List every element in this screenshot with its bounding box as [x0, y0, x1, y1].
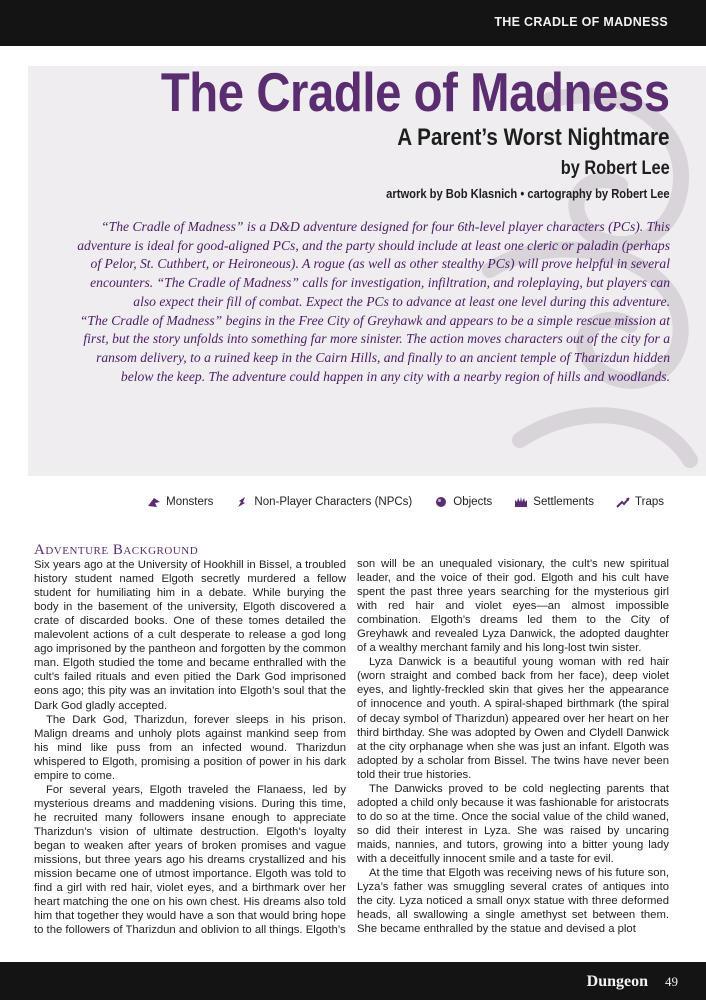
npc-icon	[235, 496, 249, 508]
body-paragraph: Six years ago at the University of Hookhill in Bissel, a troubled history student named Elgoth secretly murdered a fellow student for humiliating him in a debate. While burying the body in the basement of the university, Elgoth discovered a crate of discarded books. One of these tomes detailed the malevolent actions of a cult desperate to release a god long ago imprisoned by the pantheon and forgotten by the common man. Elgoth studied the tome and became enthralled with the cult’s failed rituals and even pitied the Dark God imprisoned eons ago; this pity was an invitation into Elgoth’s soul that the Dark God gladly accepted.	[34, 559, 346, 712]
legend-label: Traps	[635, 496, 664, 508]
body-paragraph: For several years, Elgoth traveled the Flanaess, led by mysterious dreams and maddening visions. During this time, he recruited many followers insane enough to appreciate Tharizdun’s vision of ultimate destruction. Elgoth’s loyalty began to weaken after years of broken promises and vague missions, but three years ago his dreams crystallized and his mission became one of utmost importance. Elgoth was told to find a girl with red hair, violet eyes, and a birthmark over her heart matching the one on his own chest. His dreams also told him that together they would have a son that would bring hope to the followers of Tharizdun and oblivion to all things. Elgoth’s	[34, 783, 346, 937]
settlement-icon	[514, 496, 528, 508]
author-byline: by Robert Lee	[561, 158, 670, 179]
trap-icon	[616, 496, 630, 508]
legend-label: Monsters	[166, 496, 214, 508]
intro-text	[70, 218, 670, 386]
object-icon	[434, 496, 448, 508]
magazine-logo: Dungeon	[586, 973, 648, 990]
legend-item-settlements	[514, 496, 594, 508]
legend-item-traps	[616, 496, 664, 508]
article-title: The Cradle of Madness	[161, 61, 670, 123]
body-column-right	[357, 557, 669, 936]
article-subtitle: A Parent’s Worst Nightmare	[397, 124, 670, 151]
legend-label: Objects	[453, 496, 493, 508]
legend-label: Non-Player Characters (NPCs)	[254, 496, 413, 508]
bottom-bar	[0, 962, 706, 1000]
icon-legend	[147, 496, 664, 508]
body-paragraph: The Dark God, Tharizdun, forever sleeps in his prison. Malign dreams and unholy plots against mankind seep from his mind like puss from an infected wound. Tharizdun whispered to Elgoth, promising a position of power in his dark empire to come.	[34, 713, 346, 782]
body-paragraph: son will be an unequaled visionary, the cult’s new spiritual leader, and the voice of their god. Elgoth and his cult have spent the past three years searching for the mysterious girl with red hair and violet eyes—an almost impossible combination. Elgoth’s dreams led them to the City of Greyhawk and revealed Lyza Danwick, the adopted daughter of a wealthy merchant family and his long-lost twin sister.	[357, 558, 669, 655]
section-heading: Adventure Background	[34, 542, 199, 558]
legend-label: Settlements	[533, 496, 595, 508]
art-credits: artwork by Bob Klasnich • cartography by Robert Lee	[386, 186, 670, 201]
legend-item-monsters	[147, 496, 213, 508]
intro-paragraph: “The Cradle of Madness” is a D&D adventure designed for four 6th-level player characters (PCs). This adventure is ideal for good-aligned PCs, and the party should include at least one cleric or paladin (perhaps of Pelor, St. Cuthbert, or Heironeous). A rogue (as well as other stealthy PCs) will prove helpful in several encounters. “The Cradle of Madness” calls for investigation, infiltration, and roleplaying, but players can also expect their fill of combat. Expect the PCs to advance at least one level during this adventure.	[77, 219, 670, 309]
legend-item-npcs	[235, 496, 412, 508]
legend-item-objects	[434, 496, 492, 508]
top-bar	[0, 0, 706, 46]
monster-icon	[147, 496, 161, 508]
intro-paragraph: “The Cradle of Madness” begins in the Free City of Greyhawk and appears to be a simple rescue mission at first, but the story unfolds into something far more sinister. The action moves characters out of the city for a ransom delivery, to a ruined keep in the Cairn Hills, and finally to an ancient temple of Tharizdun hidden below the keep. The adventure could happen in any city with a nearby region of hills and woodlands.	[79, 312, 670, 384]
running-head: THE CRADLE OF MADNESS	[494, 15, 668, 29]
body-column-left	[34, 543, 346, 937]
body-paragraph: At the time that Elgoth was receiving news of his future son, Lyza’s father was smuggling several crates of antiques into the city. Lyza noticed a small onyx statue with three deformed heads, all swallowing a single amethyst set between them. She became enthralled by the statue and devised a plot	[357, 867, 669, 936]
body-paragraph: Lyza Danwick is a beautiful young woman with red hair (worn straight and combed back from her face), deep violet eyes, and lightly-freckled skin that gives her the appearance of innocence and youth. A spiral-shaped birthmark (the spiral of decay symbol of Tharizdun) appeared over her heart on her third birthday. She was adopted by Owen and Clydell Danwick at the city orphanage when she was just an infant. Elgoth was adopted by a scholar from Bissel. The twins have never been told their true histories.	[357, 656, 669, 781]
page-number: 49	[665, 974, 678, 989]
body-paragraph: The Danwicks proved to be cold neglecting parents that adopted a child only because it was fashionable for aristocrats to do so at the time. Once the social value of the child waned, so did their interest in Lyza. She was raised by uncaring maids, nannies, and tutors, growing into a bitter young lady with a deceitfully innocent smile and a taste for evil.	[357, 782, 669, 865]
